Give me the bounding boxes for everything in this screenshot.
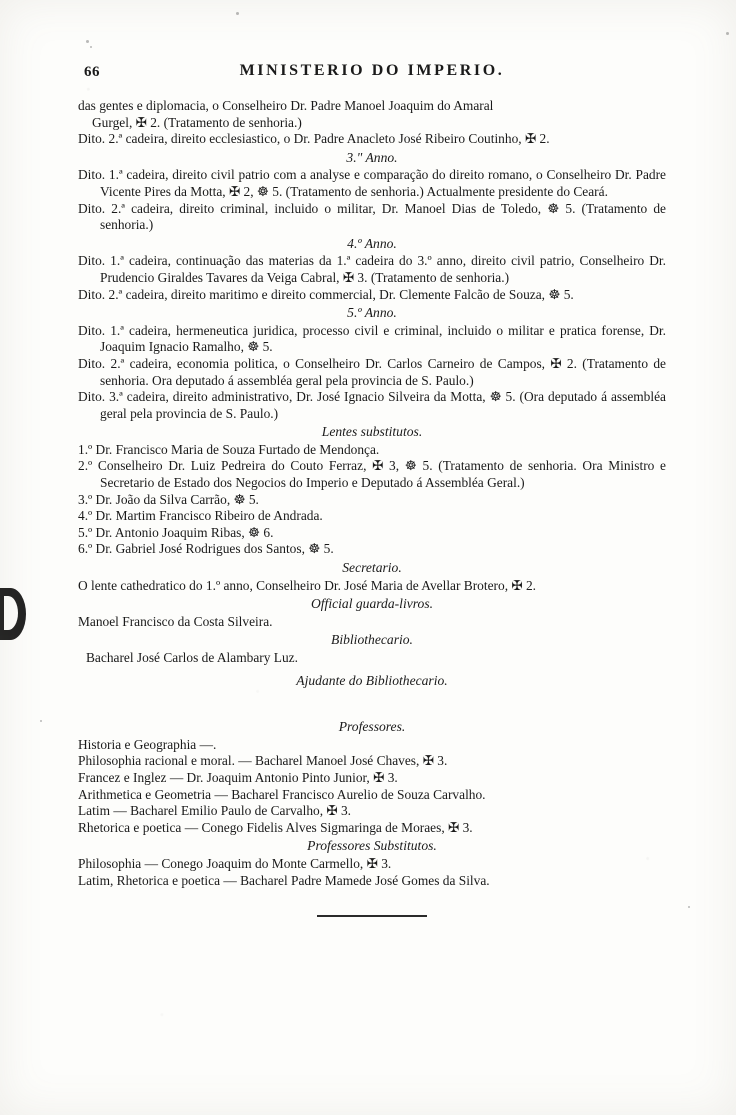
paragraph-3anno-2a-cadeira: Dito. 2.ª cadeira, direito criminal, incluido o militar, Dr. Manoel Dias de Toledo, ☸ 5. (Tratamento de senhoria.)	[78, 200, 666, 233]
heading-official-guarda-livros: Official guarda-livros.	[310, 596, 434, 612]
paragraph-5anno-3a-cadeira: Dito. 3.ª cadeira, direito administrativo, Dr. José Ignacio Silveira da Motta, ☸ 5. (Ora deputado á assembléa geral pela provincia de S. Paulo.)	[78, 389, 666, 421]
paragraph-bibliothecario: Bacharel José Carlos de Alambary Luz.	[86, 650, 298, 665]
scan-speck	[86, 40, 89, 43]
heading-professores: Professores.	[338, 719, 406, 735]
paragraph-continuation-line1: das gentes e diplomacia, o Conselheiro Dr. Padre Manoel Joaquim do Amaral	[78, 98, 494, 113]
heading-3-anno: 3." Anno.	[346, 149, 398, 165]
list-item-professor-substituto-1: Philosophia — Conego Joaquim do Monte Carmello, ✠ 3.	[78, 855, 392, 871]
book-binding-shadow	[0, 588, 26, 640]
scan-speck	[688, 906, 690, 908]
section-divider-rule	[317, 915, 427, 917]
scan-speck	[236, 12, 239, 15]
paragraph-5anno-1a-cadeira: Dito. 1.ª cadeira, hermeneutica juridica, processo civil e criminal, incluido o militar e pratica forense, Dr. Joaquim Ignacio Ramalho, ☸ 5.	[78, 322, 666, 355]
scan-speck	[90, 46, 92, 48]
heading-ajudante-bibliothecario: Ajudante do Bibliothecario.	[296, 672, 448, 688]
list-item-lente-1: 1.º Dr. Francisco Maria de Souza Furtado de Mendonça.	[78, 441, 380, 457]
page-number: 66	[84, 64, 100, 80]
heading-secretario: Secretario.	[342, 560, 402, 576]
list-item-lente-4: 4.º Dr. Martim Francisco Ribeiro de Andrada.	[78, 508, 323, 524]
running-title: MINISTERIO DO IMPERIO.	[239, 62, 505, 79]
paragraph-5anno-2a-cadeira: Dito. 2.ª cadeira, economia politica, o Conselheiro Dr. Carlos Carneiro de Campos, ✠ 2. (Tratamento de senhoria. Ora deputado á assembléa geral pela provincia de S. Paulo.)	[78, 355, 666, 388]
paragraph-4anno-1a-cadeira: Dito. 1.ª cadeira, continuação das materias da 1.ª cadeira do 3.º anno, direito civil patrio, Conselheiro Dr. Prudencio Giraldes Tavares da Veiga Cabral, ✠ 3. (Tratamento de senhoria.)	[78, 253, 666, 285]
list-item-professor-substituto-2: Latim, Rhetorica e poetica — Bacharel Padre Mamede José Gomes da Silva.	[78, 872, 490, 888]
heading-4-anno: 4.º Anno.	[347, 235, 397, 251]
list-item-professor-6: Rhetorica e poetica — Conego Fidelis Alves Sigmaringa de Moraes, ✠ 3.	[78, 819, 473, 835]
list-item-professor-5: Latim — Bacharel Emilio Paulo de Carvalho, ✠ 3.	[78, 803, 352, 819]
list-item-professor-1: Historia e Geographia —.	[78, 736, 217, 752]
heading-bibliothecario: Bibliothecario.	[331, 632, 413, 648]
list-item-lente-5: 5.º Dr. Antonio Joaquim Ribas, ☸ 6.	[78, 524, 274, 540]
professores-substitutos-list	[78, 856, 666, 889]
paragraph-dito-2a-ecclesiastico: Dito. 2.ª cadeira, direito ecclesiastico, o Dr. Padre Anacleto José Ribeiro Coutinho, ✠ 2.	[78, 131, 550, 147]
paragraph-continuation-line2: Gurgel, ✠ 2. (Tratamento de senhoria.)	[92, 114, 302, 130]
list-item-lente-2: 2.º Conselheiro Dr. Luiz Pedreira do Couto Ferraz, ✠ 3, ☸ 5. (Tratamento de senhoria. Ora Ministro e Secretario de Estado dos Negocios do Imperio e Deputado á Assembléa Geral.)	[78, 458, 666, 491]
list-item-lente-3: 3.º Dr. João da Silva Carrão, ☸ 5.	[78, 491, 259, 507]
heading-professores-substitutos: Professores Substitutos.	[307, 838, 437, 854]
page-content	[78, 58, 666, 917]
paragraph-4anno-2a-cadeira: Dito. 2.ª cadeira, direito maritimo e direito commercial, Dr. Clemente Falcão de Souza, ☸ 5.	[78, 286, 574, 302]
scan-speck	[726, 32, 729, 35]
list-item-professor-2: Philosophia racional e moral. — Bacharel Manoel José Chaves, ✠ 3.	[78, 753, 448, 769]
list-item-lente-6: 6.º Dr. Gabriel José Rodrigues dos Santos, ☸ 5.	[78, 541, 334, 557]
paragraph-3anno-1a-cadeira: Dito. 1.ª cadeira, direito civil patrio com a analyse e comparação do direito romano, o Conselheiro Dr. Padre Vicente Pires da Motta, ✠ 2, ☸ 5. (Tratamento de senhoria.) Actualmente presidente do Ceará.	[78, 167, 666, 199]
list-item-professor-3: Francez e Inglez — Dr. Joaquim Antonio Pinto Junior, ✠ 3.	[78, 769, 398, 785]
professores-list	[78, 737, 666, 837]
scan-speck	[40, 720, 42, 722]
paragraph-secretario: O lente cathedratico do 1.º anno, Conselheiro Dr. José Maria de Avellar Brotero, ✠ 2.	[78, 577, 536, 593]
page-body	[78, 98, 666, 917]
list-item-professor-4: Arithmetica e Geometria — Bacharel Francisco Aurelio de Souza Carvalho.	[78, 786, 486, 802]
heading-lentes-substitutos: Lentes substitutos.	[321, 424, 423, 440]
page-header	[78, 58, 666, 88]
paragraph-official-guarda-livros: Manoel Francisco da Costa Silveira.	[78, 613, 273, 629]
heading-5-anno: 5.º Anno.	[347, 305, 397, 321]
